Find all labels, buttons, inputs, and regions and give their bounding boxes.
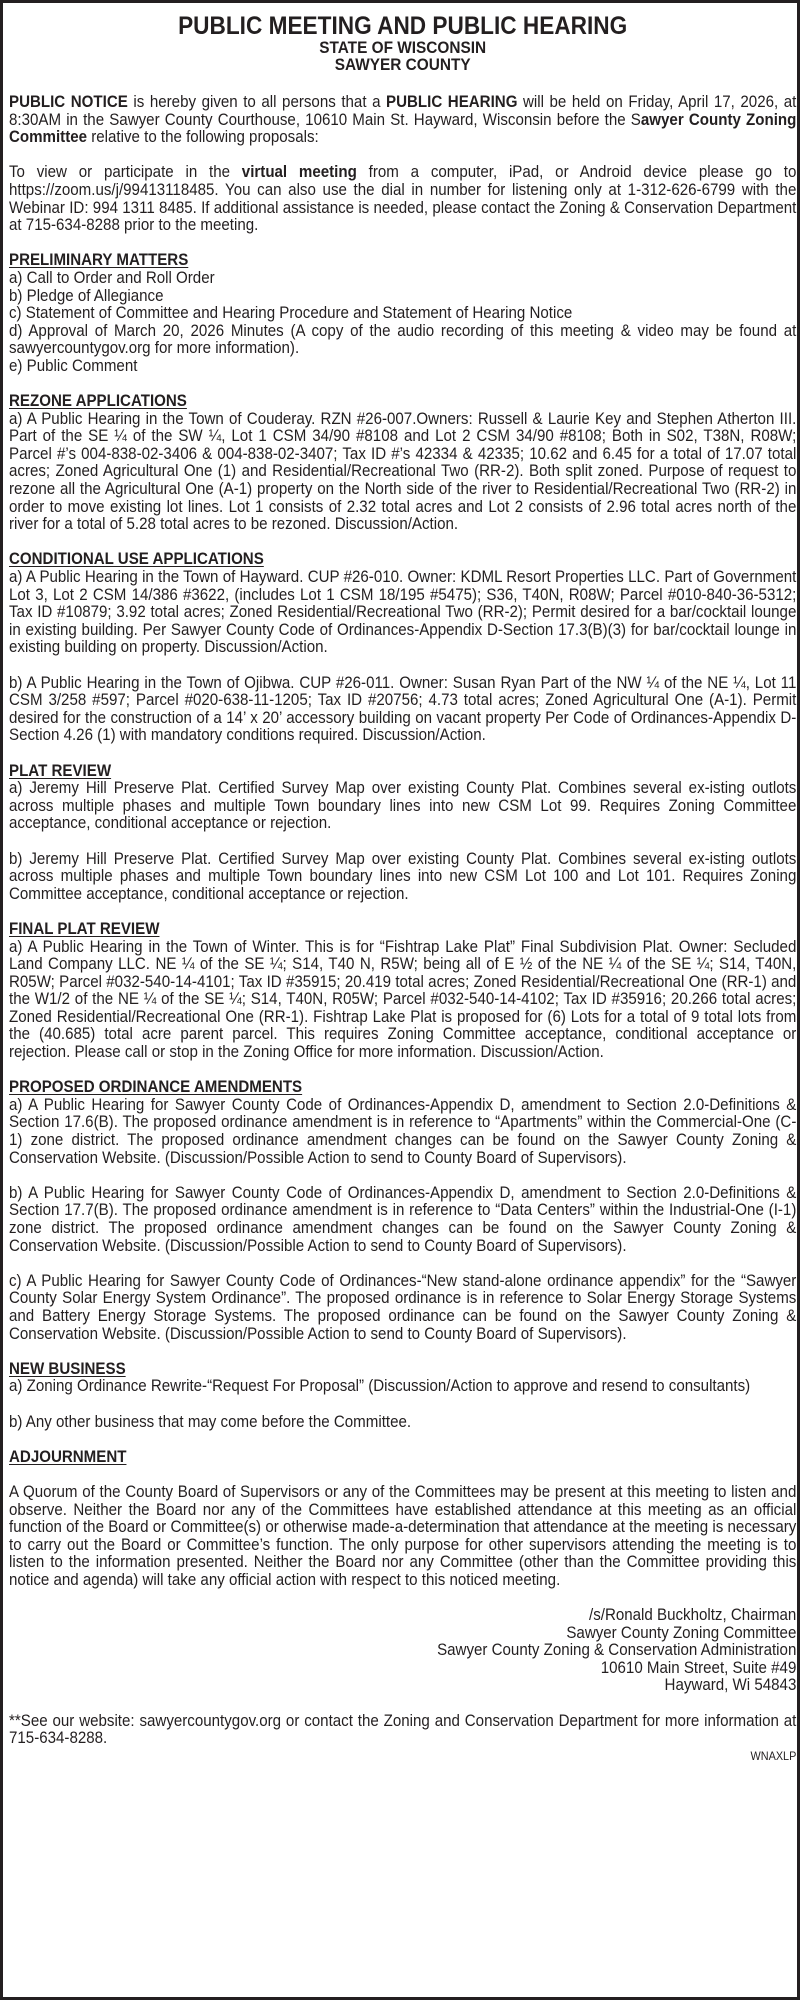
list-item: a) A Public Hearing in the Town of Winter. This is for “Fishtrap Lake Plat” Final Subdivision Plat. Owner: Secluded Land Company LLC. NE ¼ of the SE ¼; S14, T40 N, R5W; being all of E ½ of the NE ¼ of the SE ¼; S14, T40N, R05W; Parcel #032-540-14-4101; Tax ID #35915; 20.419 total acres; Zoned Residential/Recreational One (RR-1) and the W1/2 of the NE ¼ of the SE ¼; S14, T40N, R05W; Parcel #032-540-14-4102; Tax ID #35916; 20.266 total acres; Zoned Residential/Recreational One (RR-1). Fishtrap Lake Plat is proposed for (6) Lots for a total of 9 total lots from the (40.685) total acre parent parcel. This requires Zoning Committee acceptance, conditional acceptance or rejection. Please call or stop in the Zoning Office for more information. Discussion/Action. xyxy=(9,936,797,1062)
list-item: b) Jeremy Hill Preserve Plat. Certified Survey Map over existing County Plat. Combines several ex-isting outlots across multiple phases and multiple Town boundary lines into new CSM Lot 100 and Lot 101. Requires Zoning Committee acceptance, conditional acceptance or rejection. xyxy=(9,848,797,903)
section-heading: FINAL PLAT REVIEW xyxy=(9,918,160,938)
virtual-text: from a computer, iPad, or Android device please go to xyxy=(356,162,797,182)
list-item: a) A Public Hearing in the Town of Couderay. RZN #26-007.Owners: Russell & Laurie Key and Stephen Atherton III. Part of the SE ¼ of the SW ¼, Lot 1 CSM 34/90 #8108 and Lot 2 CSM 34/90 #8108; Both in S02, T38N, R08W; Parcel #’s 004-838-02-3406 & 004-838-02-3407; Tax ID #’s 42334 & 42335; 10.62 and 6.45 for a total of 17.07 total acres; Zoned Agricultural One (1) and Residential/Recreational Two (RR-2). Both split zoned. Purpose of request to rezone all the Agricultural One (A-1) property on the North side of the river to Residential/Recreational Two (RR-2) in order to move existing lot lines. Lot 1 consists of 2.32 total acres and Lot 2 consists of 2.96 total acres north of the river for a total of 5.28 total acres to be rezoned. Discussion/Action. xyxy=(9,408,797,534)
section-heading: ADJOURNMENT xyxy=(9,1446,127,1466)
virtual-text: To view or participate in the xyxy=(9,162,242,182)
section-heading: PLAT REVIEW xyxy=(9,760,112,780)
section-conditional-use xyxy=(9,550,796,744)
state-subtitle: STATE OF WISCONSIN xyxy=(319,38,487,57)
intro-text: will be held on Friday, April 17, 2026, at 8:30AM in the Sawyer County Courthouse, 10610 Main St. Hayward, Wisconsin before the S xyxy=(9,92,797,129)
signature-line: /s/Ronald Buckholtz, Chairman xyxy=(589,1605,797,1625)
virtual-meeting-label: virtual meeting xyxy=(241,162,357,182)
intro-text: is hereby given to all persons that a xyxy=(127,92,387,111)
list-item: b) A Public Hearing for Sawyer County Code of Ordinances-Appendix D, amendment to Section 2.0-Definitions & Section 17.7(B). The proposed ordinance amendment is in reference to “Data Centers” within the Industrial-One (I-1) zone district. The proposed ordinance amendment changes can be found on the Sawyer County Zoning & Conservation Website. (Discussion/Possible Action to send to County Board of Supervisors). xyxy=(9,1182,797,1255)
virtual-text: . You can also use the dial in number for listening only at 1-312-626-6799 with the Webinar ID: 994 1311 8485. If additional assistance is needed, please contact the Zoning & Conservation Department at 715-634-8288 prior to the meeting. xyxy=(9,179,797,235)
county-subtitle: SAWYER COUNTY xyxy=(334,55,471,74)
section-plat-review xyxy=(9,762,796,903)
list-item: b) A Public Hearing in the Town of Ojibwa. CUP #26-011. Owner: Susan Ryan Part of the NW ¼ of the NE ¼, Lot 11 CSM 3/258 #597; Parcel #020-638-11-1205; Tax ID #20756; 4.73 total acres; Zoned Agricultural One (A-1). Permit desired for the construction of a 14’ x 20’ accessory building on vacant property Per Code of Ordinances-Appendix D-Section 4.26 (1) with mandatory conditions required. Discussion/Action. xyxy=(9,672,797,745)
section-heading: PRELIMINARY MATTERS xyxy=(9,250,189,270)
section-new-business xyxy=(9,1360,796,1430)
section-rezone-applications xyxy=(9,392,796,533)
section-final-plat-review xyxy=(9,920,796,1061)
section-heading: NEW BUSINESS xyxy=(9,1358,126,1378)
section-ordinance-amendments xyxy=(9,1078,796,1342)
section-heading: REZONE APPLICATIONS xyxy=(9,391,187,411)
publication-code: WNAXLP xyxy=(750,1748,797,1763)
intro-paragraph xyxy=(9,93,796,146)
notice-header xyxy=(9,13,796,73)
section-heading: PROPOSED ORDINANCE AMENDMENTS xyxy=(9,1077,303,1097)
list-item: a) A Public Hearing in the Town of Hayward. CUP #26-010. Owner: KDML Resort Properties LLC. Part of Government Lot 3, Lot 2 CSM 14/386 #3622, (includes Lot 1 CSM 18/195 #5475); S36, T40N, R08W; Parcel #010-840-36-5312; Tax ID #10879; 3.92 total acres; Zoned Residential/Recreational Two (RR-2); Permit desired for a bar/cocktail lounge in existing building. Per Sawyer County Code of Ordinances-Appendix D-Section 17.3(B)(3) for bar/cocktail lounge in existing building on property. Discussion/Action. xyxy=(9,567,797,657)
section-preliminary-matters xyxy=(9,251,796,374)
list-item: c) A Public Hearing for Sawyer County Code of Ordinances-“New stand-alone ordinance appendix” for the “Sawyer County Solar Energy System Ordinance”. The proposed ordinance is in reference to Solar Energy Storage Systems and Battery Energy Storage Systems. The proposed ordinance can be found on the Sawyer County Zoning & Conservation Website. (Discussion/Possible Action to send to County Board of Supervisors). xyxy=(9,1270,797,1343)
list-item: e) Public Comment xyxy=(9,355,138,375)
section-heading: CONDITIONAL USE APPLICATIONS xyxy=(9,549,264,569)
adjournment-text: A Quorum of the County Board of Supervisors or any of the Committees may be present at this meeting to listen and observe. Neither the Board nor any of the Committees have established attendance at this meeting as an official function of the Board or Committee(s) or otherwise made-a-determination that attendance at the meeting is necessary to carry out the Board or Committee’s function. The only purpose for other supervisors attending the meeting is to listen to the information presented. Neither the Board nor any Committee (other than the Committee providing this notice and agenda) will take any official action with respect to this noticed meeting. xyxy=(9,1481,797,1589)
website-note: **See our website: sawyercountygov.org or contact the Zoning and Conservation Department for more information at 715-634-8288. xyxy=(9,1710,797,1748)
list-item: b) Any other business that may come before the Committee. xyxy=(9,1411,412,1431)
signature-line: Sawyer County Zoning Committee xyxy=(566,1622,797,1642)
list-item: a) Zoning Ordinance Rewrite-“Request For Proposal” (Discussion/Action to approve and resend to consultants) xyxy=(9,1376,751,1396)
list-item: b) Pledge of Allegiance xyxy=(9,285,164,305)
notice-content xyxy=(9,13,796,1763)
list-item: a) Call to Order and Roll Order xyxy=(9,267,215,287)
signature-line: Sawyer County Zoning & Conservation Administration xyxy=(437,1640,797,1660)
list-item: d) Approval of March 20, 2026 Minutes (A copy of the audio recording of this meeting & video may be found at sawyercountygov.org for more information). xyxy=(9,320,797,358)
virtual-meeting-paragraph xyxy=(9,163,796,233)
list-item: c) Statement of Committee and Hearing Procedure and Statement of Hearing Notice xyxy=(9,303,573,323)
section-adjournment xyxy=(9,1448,796,1589)
zoom-link[interactable]: https://zoom.us/j/99413118485 xyxy=(9,179,215,199)
intro-text: relative to the following proposals: xyxy=(87,127,319,147)
signature-block xyxy=(9,1606,796,1694)
page-title: PUBLIC MEETING AND PUBLIC HEARING xyxy=(178,12,628,40)
signature-line: Hayward, Wi 54843 xyxy=(664,1675,797,1695)
public-notice-label: PUBLIC NOTICE xyxy=(9,92,128,111)
committee-name: awyer County Zoning Committee xyxy=(9,109,797,147)
list-item: a) Jeremy Hill Preserve Plat. Certified Survey Map over existing County Plat. Combines several ex-isting outlots across multiple phases and multiple Town boundary lines into new CSM Lot 99. Requires Zoning Committee acceptance, conditional acceptance or rejection. xyxy=(9,778,797,833)
signature-line: 10610 Main Street, Suite #49 xyxy=(600,1657,797,1677)
list-item: a) A Public Hearing for Sawyer County Code of Ordinances-Appendix D, amendment to Section 2.0-Definitions & Section 17.6(B). The proposed ordinance amendment is in reference to “Apartments” within the Commercial-One (C-1) zone district. The proposed ordinance amendment changes can be found on the Sawyer County Zoning & Conservation Website. (Discussion/Possible Action to send to County Board of Supervisors). xyxy=(9,1094,797,1167)
public-hearing-label: PUBLIC HEARING xyxy=(386,92,518,111)
